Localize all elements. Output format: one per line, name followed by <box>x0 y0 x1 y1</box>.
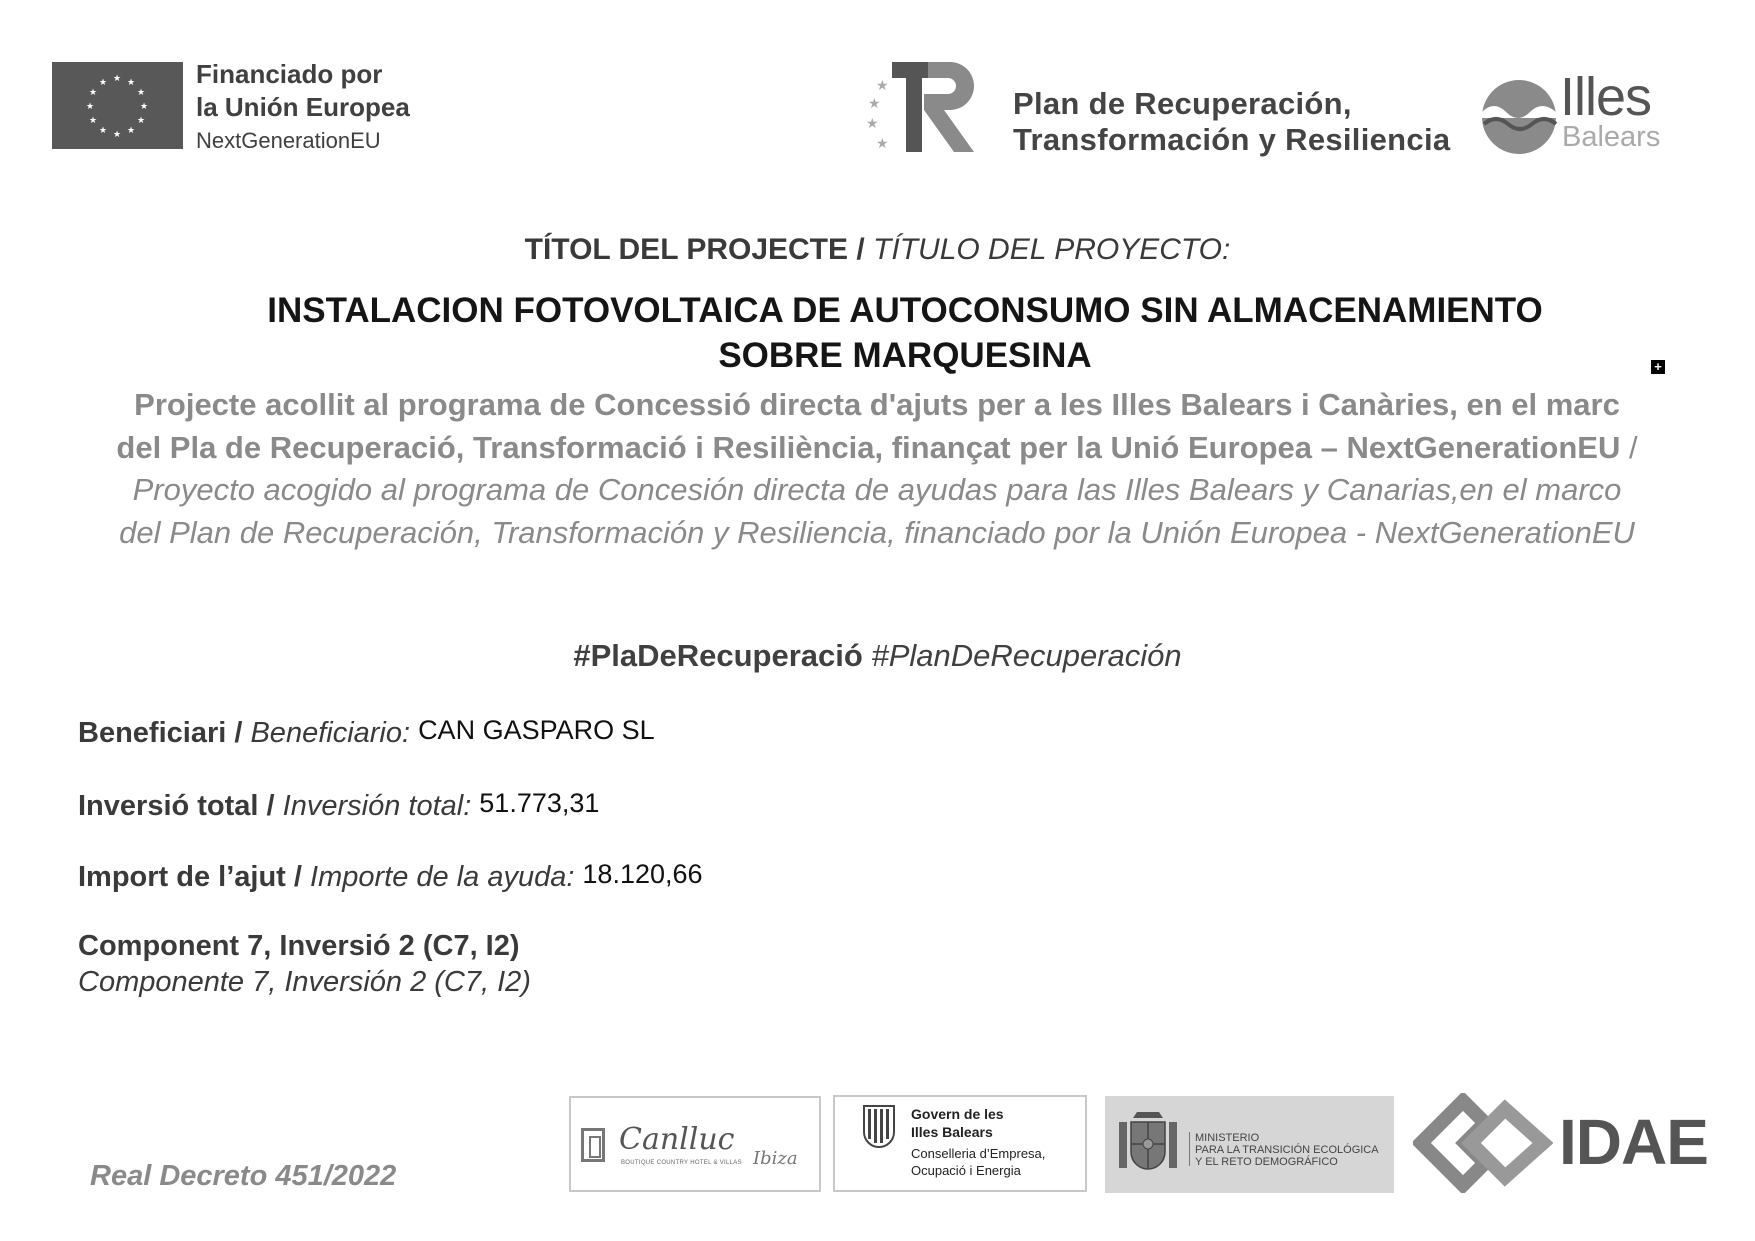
beneficiary-label-sep: / <box>226 717 251 749</box>
govern-shield-icon <box>863 1105 895 1149</box>
eu-flag-icon <box>52 62 183 149</box>
real-decreto: Real Decreto 451/2022 <box>90 1160 397 1192</box>
illes-balears-logo-icon <box>1480 78 1558 156</box>
hashtags <box>0 638 1755 674</box>
prtr-line1: Plan de Recuperación, <box>1013 86 1352 121</box>
investment-field <box>78 789 599 823</box>
svg-text:★: ★ <box>112 130 122 140</box>
aid-value: 18.120,66 <box>582 859 703 889</box>
prtr-logo-icon <box>862 58 987 158</box>
idae-mark-icon <box>1413 1093 1553 1193</box>
prtr-line2: Transformación y Resiliencia <box>1013 122 1451 157</box>
plus-icon: + <box>1651 360 1665 374</box>
illes-text: Illes <box>1560 67 1652 127</box>
aid-amount-field <box>78 860 703 894</box>
svg-text:★: ★ <box>136 116 146 126</box>
idae-logo <box>1413 1093 1708 1193</box>
svg-text:★: ★ <box>88 88 98 98</box>
component-ca: Component 7, Inversió 2 (C7, I2) <box>78 930 520 962</box>
govern-logo <box>833 1095 1087 1192</box>
title-label-es: TÍTULO DEL PROYECTO: <box>873 233 1231 266</box>
beneficiary-label-ca: Beneficiari <box>78 717 227 749</box>
project-title-line2: SOBRE MARQUESINA <box>718 336 1092 375</box>
eu-line3: NextGenerationEU <box>196 128 381 153</box>
prtr-text <box>1013 86 1450 158</box>
balears-text: Balears <box>1562 121 1661 153</box>
eu-funding-text <box>196 58 410 157</box>
canlluc-logo <box>569 1096 821 1192</box>
idae-text: IDAE <box>1559 1106 1708 1178</box>
svg-text:★: ★ <box>88 116 98 126</box>
canlluc-sub: BOUTIQUE COUNTRY HOTEL & VILLAS <box>621 1160 742 1166</box>
ministerio-line2: PARA LA TRANSICIÓN ECOLÓGICA <box>1195 1144 1379 1156</box>
title-label <box>0 232 1755 268</box>
program-description <box>112 384 1642 554</box>
aid-label-es: Importe de la ayuda: <box>310 861 575 893</box>
canlluc-door-icon <box>581 1128 605 1162</box>
svg-text:★: ★ <box>126 78 136 88</box>
project-title <box>190 288 1620 378</box>
investment-label-ca: Inversió total <box>78 790 259 822</box>
govern-line4: Ocupació i Energia <box>911 1163 1021 1178</box>
svg-text:★: ★ <box>112 74 122 84</box>
ministerio-logo <box>1105 1096 1394 1193</box>
aid-label-sep: / <box>285 861 311 893</box>
investment-value: 51.773,31 <box>479 788 600 818</box>
description-ca: Projecte acollit al programa de Concessió directa d'ajuts per a les Illes Balears i Canàries, en el marc del Pla de Recuperació, Transformació i Resiliència, finançat per la Unió Europea – NextGenerationEU <box>116 387 1621 465</box>
beneficiary-field <box>78 716 655 750</box>
title-label-ca: TÍTOL DEL PROJECTE <box>524 233 849 266</box>
component-es: Componente 7, Inversión 2 (C7, I2) <box>78 966 531 998</box>
govern-line3: Conselleria d’Empresa, <box>911 1146 1046 1161</box>
beneficiary-label-es: Beneficiario: <box>250 717 411 749</box>
svg-text:★: ★ <box>876 78 889 94</box>
hashtag-es: #PlanDeRecuperación <box>871 638 1182 673</box>
svg-text:★: ★ <box>139 102 149 112</box>
component-info <box>78 928 531 1000</box>
ministerio-line3: Y EL RETO DEMOGRÁFICO <box>1195 1156 1338 1168</box>
svg-text:★: ★ <box>136 88 146 98</box>
eu-line1: Financiado por <box>196 59 383 89</box>
canlluc-name: Canlluc <box>619 1122 735 1157</box>
svg-text:★: ★ <box>85 102 95 112</box>
ministerio-line1: MINISTERIO <box>1195 1132 1260 1144</box>
svg-text:★: ★ <box>98 78 108 88</box>
svg-text:★: ★ <box>866 116 879 132</box>
spain-coat-of-arms-icon <box>1117 1108 1179 1180</box>
svg-text:★: ★ <box>868 96 881 112</box>
description-es: Proyecto acogido al programa de Concesión directa de ayudas para las Illes Balears y Canarias,en el marco del Plan de Recuperación, Transformación y Resiliencia, financiado por la Unión Europea - NextGenerationEU <box>119 472 1635 550</box>
govern-line1: Govern de les <box>911 1106 1004 1122</box>
canlluc-place: Ibiza <box>753 1148 798 1169</box>
title-label-sep: / <box>848 233 874 266</box>
description-sep: / <box>1620 429 1638 465</box>
aid-label-ca: Import de l’ajut <box>78 861 286 893</box>
svg-text:★: ★ <box>876 136 889 152</box>
govern-line2: Illes Balears <box>911 1124 993 1140</box>
svg-text:★: ★ <box>126 126 136 136</box>
svg-text:★: ★ <box>98 126 108 136</box>
hashtag-ca: #PlaDeRecuperació <box>573 638 863 673</box>
eu-line2: la Unión Europea <box>196 92 410 122</box>
investment-label-sep: / <box>258 790 283 822</box>
investment-label-es: Inversión total: <box>282 790 472 822</box>
project-title-line1: INSTALACION FOTOVOLTAICA DE AUTOCONSUMO SIN ALMACENAMIENTO <box>267 291 1543 330</box>
beneficiary-value: CAN GASPARO SL <box>418 715 655 745</box>
